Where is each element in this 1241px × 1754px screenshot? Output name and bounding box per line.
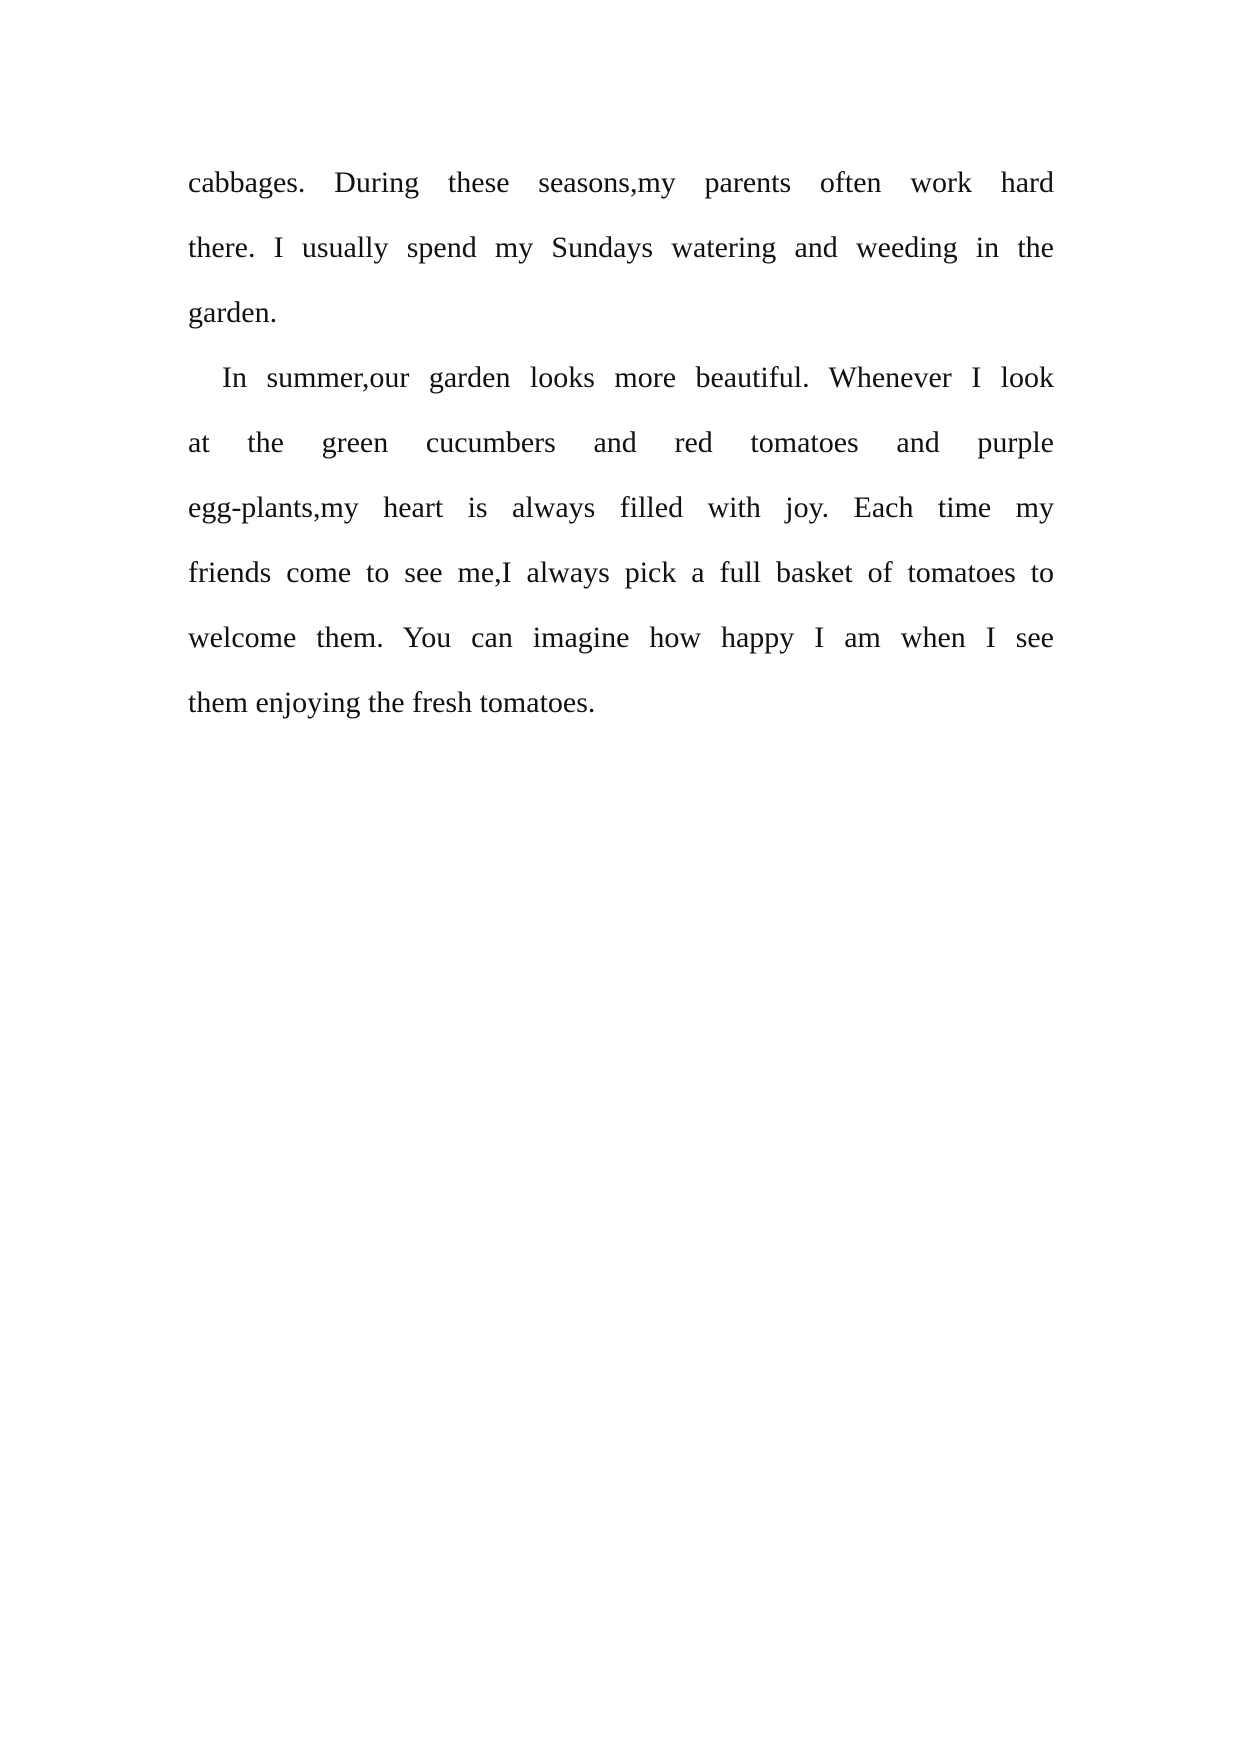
paragraph-2 [188, 345, 1054, 735]
text-line: welcome them. You can imagine how happy I am when I see [188, 621, 1054, 654]
text-line: cabbages. During these seasons,my parents often work hard [188, 166, 1054, 199]
text-line: friends come to see me,I always pick a full basket of tomatoes to [188, 556, 1054, 589]
text-line: garden. [188, 296, 278, 329]
text-line: egg-plants,my heart is always filled with joy. Each time my [188, 491, 1054, 524]
text-line: there. I usually spend my Sundays watering and weeding in the [188, 231, 1054, 264]
text-line: In summer,our garden looks more beautiful. Whenever I look [222, 361, 1054, 394]
paragraph-1 [188, 150, 1054, 345]
text-line: them enjoying the fresh tomatoes. [188, 686, 596, 719]
text-line: at the green cucumbers and red tomatoes and purple [188, 426, 1054, 459]
body-text [188, 150, 1054, 735]
